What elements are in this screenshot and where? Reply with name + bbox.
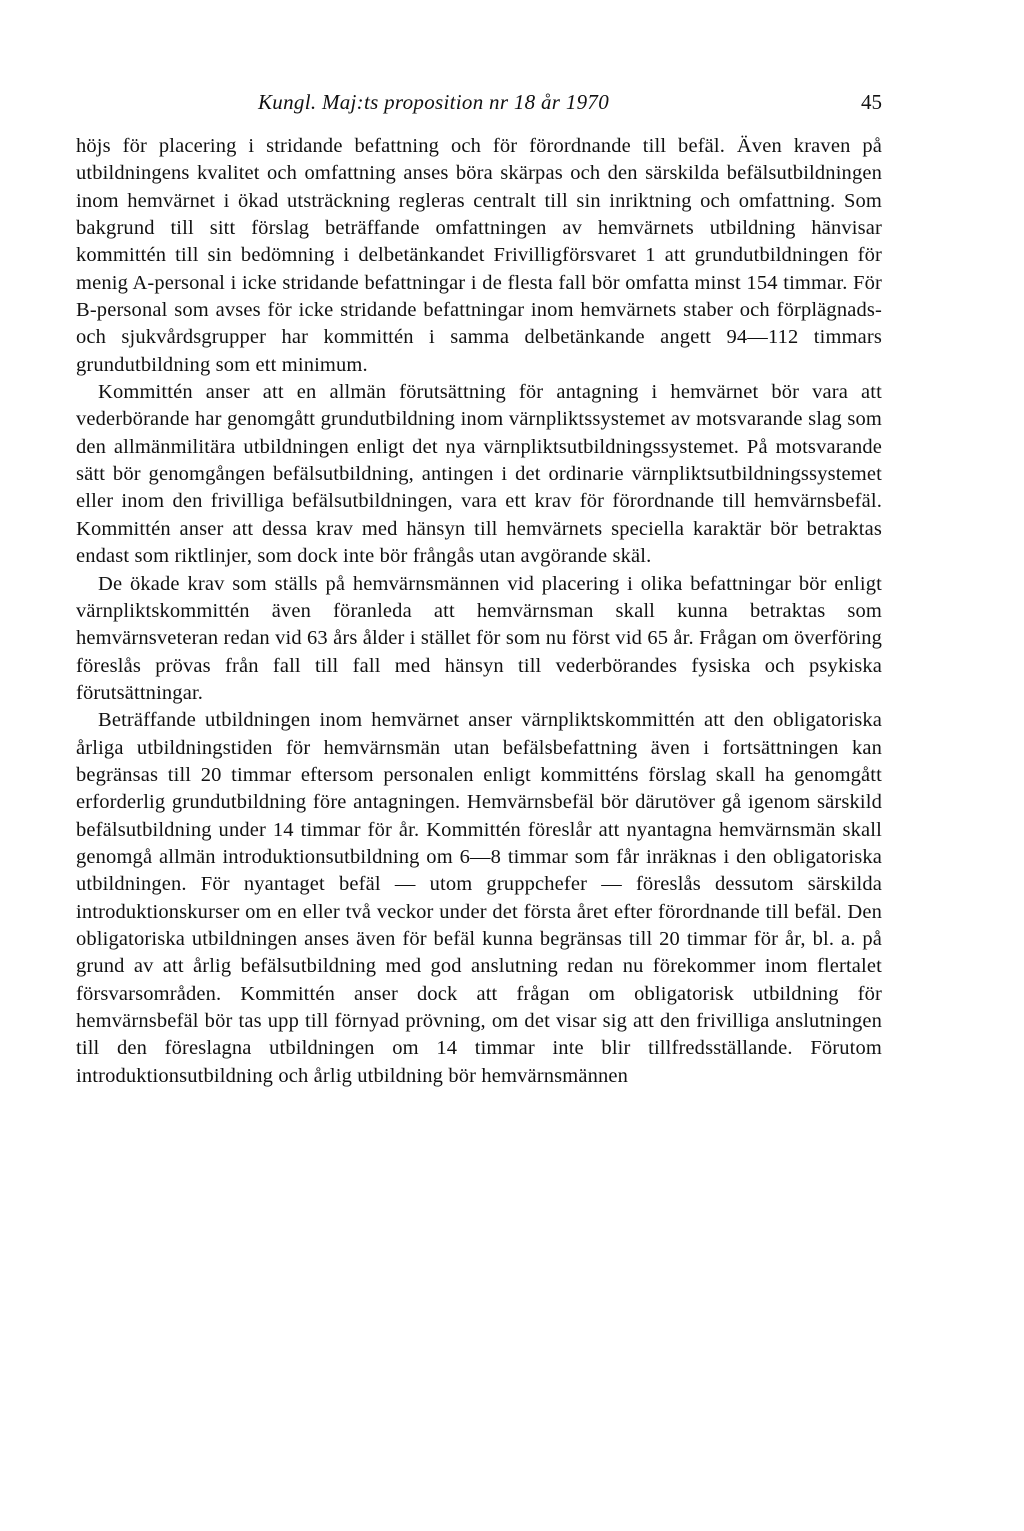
page-number: 45 xyxy=(861,90,882,114)
page-header xyxy=(76,90,882,122)
paragraph-veteran-age: De ökade krav som ställs på hemvärnsmännen vid placering i olika befattningar bör enligt värnpliktskommittén även föranleda att hemvärnsman skall kunna betraktas som hemvärnsveteran redan vid 63 års ålder i stället för som nu först vid 65 år. Frågan om överföring föreslås prövas från fall till fall med hänsyn till vederbörandes fysiska och psykiska förutsättningar. xyxy=(76,572,882,704)
running-title: Kungl. Maj:ts proposition nr 18 år 1970 xyxy=(258,90,610,114)
paragraph-training-hours: Beträffande utbildningen inom hemvärnet anser värnpliktskommittén att den obligatoriska årliga utbildningstiden för hemvärnsmän utan befälsbefattning även i fortsättningen kan begränsas till 20 timmar eftersom personalen enligt kommitténs förslag skall ha genomgått erforderlig grundutbildning före antagningen. Hemvärnsbefäl bör därutöver gå igenom särskild befälsutbildning under 14 timmar för år. Kommittén föreslår att nyantagna hemvärnsmän skall genomgå allmän introduktionsutbildning om 6—8 timmar som får inräknas i den obligatoriska utbildningen. För nyantaget befäl — utom gruppchefer — föreslås dessutom särskilda introduktionskurser om en eller två veckor under det första året efter förordnande till befäl. Den obligatoriska utbildningen anses även för befäl kunna begränsas till 20 timmar för år, bl. a. på grund av att årlig befälsutbildning med god anslutning redan nu förekommer inom flertalet försvarsområden. Kommittén anser dock att frågan om obligatorisk utbildning för hemvärnsbefäl bör tas upp till förnyad prövning, om det visar sig att den frivilliga anslutningen till den föreslagna utbildningen om 14 timmar inte blir tillfredsställande. Förutom introduktionsutbildning och årlig utbildning bör hemvärnsmännen xyxy=(76,709,882,1087)
body-text xyxy=(76,133,882,1090)
paragraph-continuation: höjs för placering i stridande befattning och för förordnande till befäl. Även kraven på utbildningens kvalitet och omfattning anses böra skärpas och den särskilda befälsutbildningen inom hemvärnet i ökad utsträckning regleras centralt till sin inriktning och omfattning. Som bakgrund till sitt förslag beträffande omfattningen av hemvärnets utbildning hänvisar kommittén till sin bedömning i delbetänkandet Frivilligförsvaret 1 att grundutbildningen för menig A-personal i icke stridande befattningar i de flesta fall bör omfatta minst 154 timmar. För B-personal som avses för icke stridande befattningar inom hemvärnets staber och förplägnads- och sjukvårdsgrupper har kommittén i samma delbetänkande angett 94—112 timmars grundutbildning som ett minimum. xyxy=(76,135,882,376)
paragraph-admission-requirements: Kommittén anser att en allmän förutsättning för antagning i hemvärnet bör vara att vederbörande har genomgått grundutbildning inom värnpliktssystemet av motsvarande slag som den allmänmilitära utbildningen enligt det nya värnpliktsutbildningssystemet. På motsvarande sätt bör genomgången befälsutbildning, antingen i det ordinarie värnpliktsutbildningssystemet eller inom den frivilliga befälsutbildningen, vara ett krav för förordnande till hemvärnsbefäl. Kommittén anser att dessa krav med hänsyn till hemvärnets speciella karaktär bör betraktas endast som riktlinjer, som dock inte bör frångås utan avgörande skäl. xyxy=(76,381,882,568)
